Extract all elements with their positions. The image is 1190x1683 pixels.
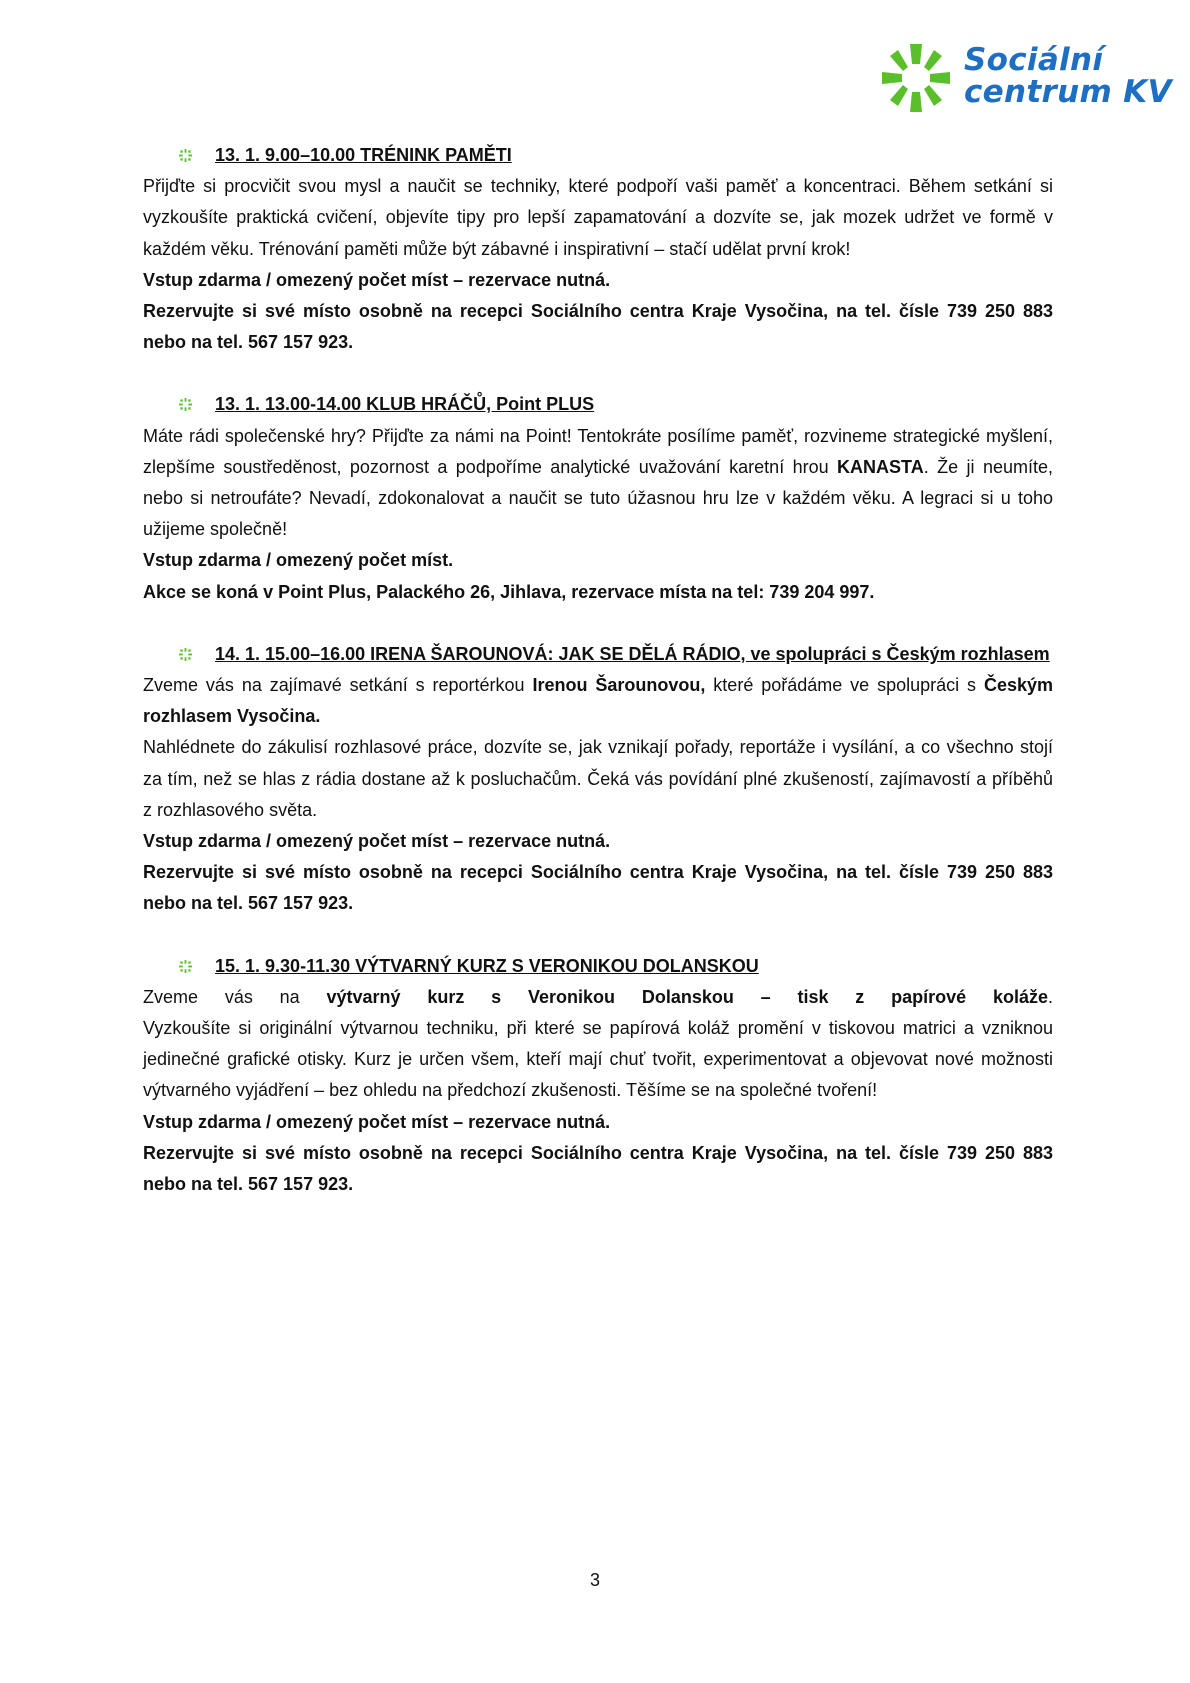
event-entry-info: Vstup zdarma / omezený počet míst – rezervace nutná. — [143, 831, 611, 852]
description-part: které pořádáme ve spolupráci s — [705, 675, 984, 696]
logo-mark-icon — [880, 42, 952, 114]
bullet-icon — [179, 398, 192, 411]
description-part: Zveme vás na — [143, 986, 327, 1007]
event-reservation-info: Rezervujte si své místo osobně na recepci Sociálního centra Kraje Vysočina, na tel. čísle 739 250 883 nebo na tel. 567 157 923. — [143, 1142, 1053, 1195]
event-heading-text: 13. 1. 9.00–10.00 TRÉNINK PAMĚTI — [215, 145, 512, 165]
description-part: . — [1047, 986, 1053, 1007]
bullet-icon — [179, 149, 192, 162]
bullet-icon — [179, 960, 192, 973]
event-heading-text: 13. 1. 13.00-14.00 KLUB HRÁČŮ, Point PLUS — [215, 394, 595, 415]
event-reservation-info: Akce se koná v Point Plus, Palackého 26, Jihlava, rezervace místa na tel: 739 204 997. — [143, 581, 875, 602]
game-name: KANASTA — [837, 456, 924, 477]
description-part: Máte rádi společenské hry? Přijďte za námi na Point! Tentokráte posílíme paměť, rozvineme strategické myšlení, zlepšíme soustředěnost, pozornost a podpoříme analytické uvažování karetní hrou — [143, 425, 1053, 477]
event-players-club — [143, 389, 1053, 607]
description-part: . Že ji neumíte, nebo si netroufáte? Nevadí, zdokonalovat a naučit se tuto úžasnou hru lze v každém věku. A legraci si u toho užijeme společně! — [143, 456, 1053, 540]
event-description: Vyzkoušíte si originální výtvarnou techniku, při které se papírová koláž promění v tiskovou matrici a vzniknou jedinečné grafické otisky. Kurz je určen všem, kteří mají chuť tvořit, experimentovat a objevovat nové možnosti výtvarného vyjádření – bez ohledu na předchozí zkušenosti. Těšíme se na společné tvoření! — [143, 1018, 1053, 1101]
event-description-2: Nahlédnete do zákulisí rozhlasové práce, dozvíte se, jak vznikají pořady, reportáže i vysílání, a co všechno stojí za tím, než se hlas z rádia dostane až k posluchačům. Čeká vás povídání plné zkušeností, zajímavostí a příběhů z rozhlasového světa. — [143, 737, 1053, 820]
logo-text — [964, 44, 1172, 108]
guest-name: Irenou Šarounovou, — [532, 675, 706, 696]
event-entry-info: Vstup zdarma / omezený počet míst. — [143, 550, 454, 571]
logo — [880, 38, 1180, 118]
event-reservation-info: Rezervujte si své místo osobně na recepci Sociálního centra Kraje Vysočina, na tel. čísle 739 250 883 nebo na tel. 567 157 923. — [143, 301, 1053, 353]
event-description — [143, 421, 1053, 546]
event-heading — [143, 140, 1053, 171]
event-description-line-1 — [143, 982, 1053, 1013]
event-reservation-info: Rezervujte si své místo osobně na recepci Sociálního centra Kraje Vysočina, na tel. čísle 739 250 883 nebo na tel. 567 157 923. — [143, 862, 1053, 914]
page-number: 3 — [589, 1570, 600, 1590]
logo-line-1: Sociální — [964, 42, 1104, 78]
event-entry-info: Vstup zdarma / omezený počet míst – rezervace nutná. — [143, 1111, 611, 1132]
event-heading — [143, 639, 1053, 670]
event-heading-text: 15. 1. 9.30-11.30 VÝTVARNÝ KURZ S VERONIKOU DOLANSKOU — [215, 955, 759, 976]
event-radio — [143, 639, 1053, 920]
partner-name: Českým rozhlasem Vysočina. — [143, 675, 1053, 727]
event-heading — [143, 389, 1053, 420]
event-entry-info: Vstup zdarma / omezený počet míst – rezervace nutná. — [143, 269, 611, 290]
event-description — [143, 670, 1053, 732]
logo-line-2: centrum KV — [964, 74, 1172, 110]
event-art-course — [143, 951, 1053, 1201]
event-list — [143, 140, 1053, 1231]
description-part: Zveme vás na zajímavé setkání s reportérkou — [143, 675, 533, 696]
course-name: výtvarný kurz s Veronikou Dolanskou – tisk z papírové koláže — [326, 986, 1048, 1007]
event-memory-training — [143, 140, 1053, 358]
event-description: Přijďte si procvičit svou mysl a naučit se techniky, které podpoří vaši paměť a koncentraci. Během setkání si vyzkoušíte praktická cvičení, objevíte tipy pro lepší zapamatování a dozvíte se, jak mozek udržet ve formě v každém věku. Trénování paměti může být zábavné i inspirativní – stačí udělat první krok! — [143, 176, 1053, 259]
event-heading — [143, 951, 1053, 982]
event-heading-text: 14. 1. 15.00–16.00 IRENA ŠAROUNOVÁ: JAK SE DĚLÁ RÁDIO, ve spolupráci s Českým rozhlasem — [215, 643, 1050, 664]
bullet-icon — [179, 648, 192, 661]
